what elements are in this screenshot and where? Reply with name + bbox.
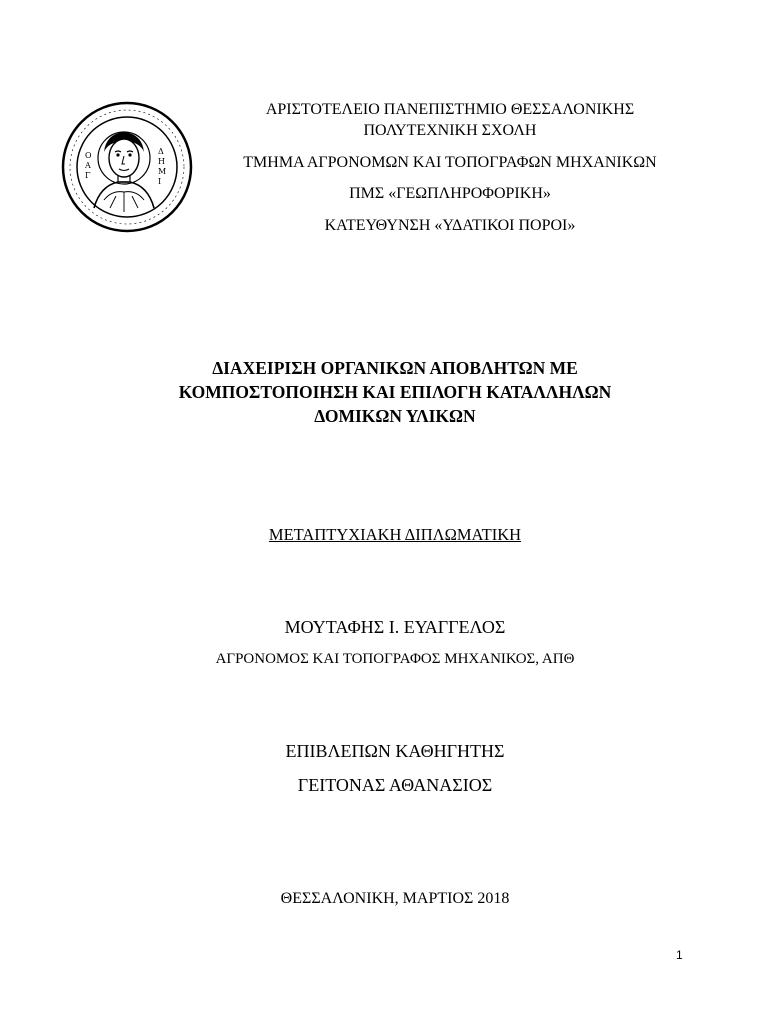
track-name: ΚΑΤΕΥΘΥΝΣΗ «ΥΔΑΤΙΚΟΙ ΠΟΡΟΙ»	[324, 217, 576, 234]
svg-text:Η: Η	[158, 157, 165, 166]
university-seal-icon	[60, 100, 194, 234]
svg-text:Α: Α	[85, 161, 91, 170]
page-number: 1	[676, 948, 683, 962]
supervisor-name: ΓΕΙΤΟΝΑΣ ΑΘΑΝΑΣΙΟΣ	[297, 775, 493, 795]
author-name: ΜΟΥΤΑΦΗΣ Ι. ΕΥΑΓΓΕΛΟΣ	[284, 617, 506, 637]
svg-text:Γ: Γ	[85, 171, 91, 180]
place-date: ΘΕΣΣΑΛΟΝΙΚΗ, ΜΑΡΤΙΟΣ 2018	[280, 890, 510, 907]
program-name: ΠΜΣ «ΓΕΩΠΛΗΡΟΦΟΡΙΚΗ»	[349, 185, 551, 202]
department-name: ΤΜΗΜΑ ΑΓΡΟΝΟΜΩΝ ΚΑΙ ΤΟΠΟΓΡΑΦΩΝ ΜΗΧΑΝΙΚΩΝ	[243, 154, 657, 171]
thesis-title-line-3: ΔΟΜΙΚΩΝ ΥΛΙΚΩΝ	[314, 406, 476, 426]
thesis-type: ΜΕΤΑΠΤΥΧΙΑΚΗ ΔΙΠΛΩΜΑΤΙΚΗ	[268, 525, 522, 544]
thesis-title-line-1: ΔΙΑΧΕΙΡΙΣΗ ΟΡΓΑΝΙΚΩΝ ΑΠΟΒΛΗΤΩΝ ΜΕ	[212, 358, 578, 378]
school-name: ΠΟΛΥΤΕΧΝΙΚΗ ΣΧΟΛΗ	[363, 122, 537, 139]
svg-text:Ι: Ι	[158, 177, 162, 186]
svg-text:Δ: Δ	[158, 147, 164, 156]
thesis-title-line-2: ΚΟΜΠΟΣΤΟΠΟΙΗΣΗ ΚΑΙ ΕΠΙΛΟΓΗ ΚΑΤΑΛΛΗΛΩΝ	[178, 382, 612, 402]
author-role: ΑΓΡΟΝΟΜΟΣ ΚΑΙ ΤΟΠΟΓΡΑΦΟΣ ΜΗΧΑΝΙΚΟΣ, ΑΠΘ	[215, 651, 575, 667]
university-name: ΑΡΙΣΤΟΤΕΛΕΙΟ ΠΑΝΕΠΙΣΤΗΜΙΟ ΘΕΣΣΑΛΟΝΙΚΗΣ	[265, 101, 635, 118]
supervisor-label: ΕΠΙΒΛΕΠΩΝ ΚΑΘΗΓΗΤΗΣ	[285, 741, 505, 761]
svg-text:Ο: Ο	[85, 151, 92, 160]
svg-text:Μ: Μ	[158, 167, 167, 176]
